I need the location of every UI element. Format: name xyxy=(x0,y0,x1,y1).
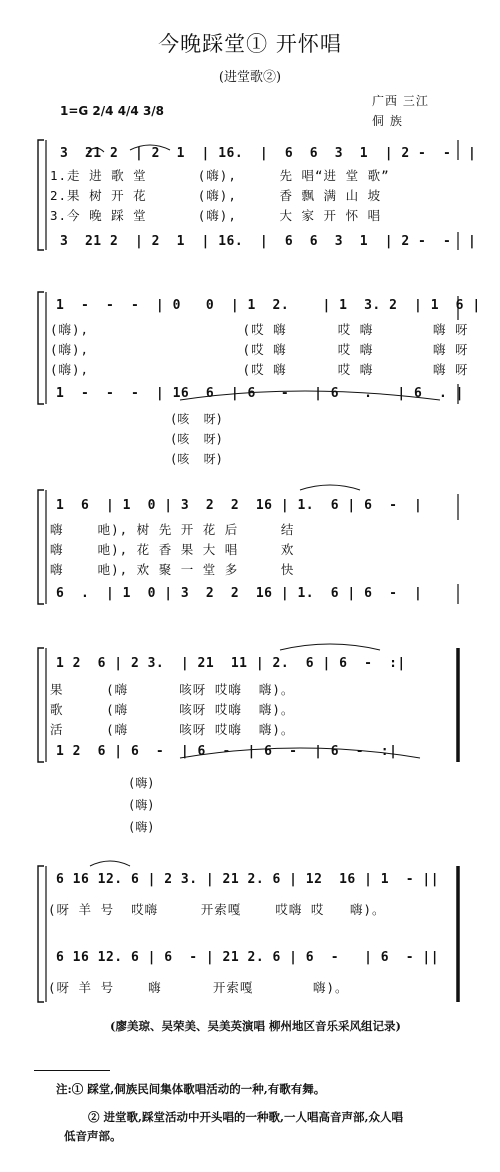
system2-bracket xyxy=(38,292,44,404)
system5-lower-notes: 6 16 12. 6 | 6 - | 21 2. 6 | 6 - | 6 - || xyxy=(56,950,440,965)
system1-lyric-3: 3.今 晚 踩 堂 (嗨), 大 家 开 怀 唱 xyxy=(50,208,382,223)
system4-paren-1: (嗨) xyxy=(128,776,155,790)
system3-lyric-3: 嗨 吔), 欢 聚 一 堂 多 快 xyxy=(50,562,295,577)
footnote-2-line1: ② 进堂歌,踩堂活动中开头唱的一种歌,一人唱高音声部,众人唱 xyxy=(88,1110,404,1124)
system2-upper-notes: 1 - - - | 0 0 | 1 2. | 1 3. 2 | 1 6 | xyxy=(56,298,481,313)
system1-lyric-2: 2.果 树 开 花 (嗨), 香 飘 满 山 坡 xyxy=(50,188,382,203)
system1-bracket xyxy=(38,140,44,250)
system3-lyric-1: 嗨 吔), 树 先 开 花 后 结 xyxy=(50,522,295,537)
system2-paren-2: (咳 呀) xyxy=(170,432,223,446)
key-signature: 1=G 2/4 4/4 3/8 xyxy=(60,104,165,118)
system1-upper-notes: 3 21 2 | 2 1 | 16. | 6 6 3 1 | 2 - - | xyxy=(60,146,477,161)
song-subtitle: (进堂歌②) xyxy=(218,70,282,85)
system2-paren-1: (咳 呀) xyxy=(170,412,223,426)
system4-bracket xyxy=(38,648,44,762)
tie-s3-a xyxy=(300,485,360,490)
performer-credit: (廖美琼、吴荣美、吴美英演唱 柳州地区音乐采风组记录) xyxy=(110,1019,401,1033)
system3-bracket xyxy=(38,490,44,604)
system2-lyric-2: (嗨), (哎 嗨 哎 嗨 嗨 呀 xyxy=(50,342,469,357)
system4-lyric-3: 活 (嗨 咳呀 哎嗨 嗨)。 xyxy=(50,722,295,737)
system3-upper-notes: 1 6 | 1 0 | 3 2 2 16 | 1. 6 | 6 - | xyxy=(56,498,423,513)
region-label: 广西 三江 xyxy=(372,94,429,108)
system1-lyric-1: 1.走 进 歌 堂 (嗨), 先 唱“进 堂 歌” xyxy=(50,168,390,183)
system2-lower-notes: 1 - - - | 16 6 | 6 - | 6 . | 6 . | xyxy=(56,386,465,401)
system4-lyric-1: 果 (嗨 咳呀 哎嗨 嗨)。 xyxy=(50,682,295,697)
system2-lyric-3: (嗨), (哎 嗨 哎 嗨 嗨 呀 xyxy=(50,362,469,377)
system5-bracket xyxy=(38,866,44,1002)
system4-paren-2: (嗨) xyxy=(128,798,155,812)
system4-upper-notes: 1 2 6 | 2 3. | 21 11 | 2. 6 | 6 - :| xyxy=(56,656,406,671)
system5-upper-notes: 6 16 12. 6 | 2 3. | 21 2. 6 | 12 16 | 1 - || xyxy=(56,872,440,887)
footnote-2-line2: 低音声部。 xyxy=(64,1129,122,1143)
system3-lower-notes: 6 . | 1 0 | 3 2 2 16 | 1. 6 | 6 - | xyxy=(56,586,423,601)
system2-lyric-1: (嗨), (哎 嗨 哎 嗨 嗨 呀 xyxy=(50,322,469,337)
system5-lyric: (呀 羊 号 哎嗨 开索嘎 哎嗨 哎 嗨)。 xyxy=(48,902,386,917)
system5-lyric-lower: (呀 羊 号 嗨 开索嘎 嗨)。 xyxy=(48,980,349,995)
system4-lower-notes: 1 2 6 | 6 - | 6 - | 6 - | 6 - :| xyxy=(56,744,398,759)
system2-paren-3: (咳 呀) xyxy=(170,452,223,466)
song-title: 今晚踩堂① 开怀唱 xyxy=(158,32,342,56)
system4-lyric-2: 歌 (嗨 咳呀 哎嗨 嗨)。 xyxy=(50,702,295,717)
footnote-1: 注:① 踩堂,侗族民间集体歌唱活动的一种,有歌有舞。 xyxy=(56,1082,326,1096)
ethnic-label: 侗 族 xyxy=(372,114,403,128)
system4-paren-3: (嗨) xyxy=(128,820,155,834)
tie-s5-a xyxy=(90,861,130,866)
system3-lyric-2: 嗨 吔), 花 香 果 大 唱 欢 xyxy=(50,542,295,557)
tie-s4-a xyxy=(280,644,380,650)
footnote-rule xyxy=(34,1070,110,1071)
system1-lower-notes: 3 21 2 | 2 1 | 16. | 6 6 3 1 | 2 - - | xyxy=(60,234,477,249)
